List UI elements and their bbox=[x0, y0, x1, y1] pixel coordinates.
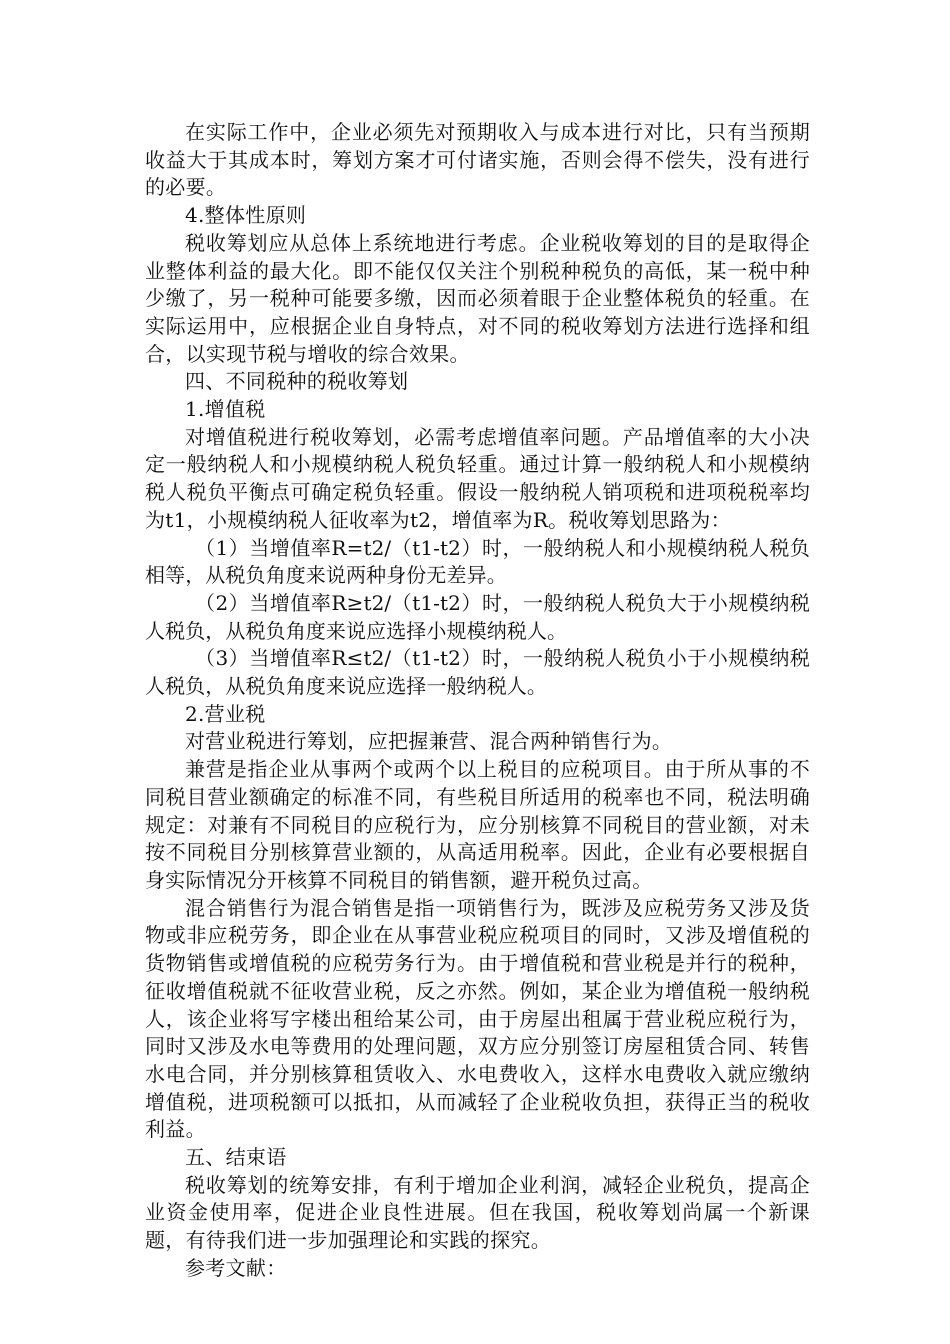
subheading-business-tax: 2.营业税 bbox=[185, 701, 266, 726]
paragraph-concurrent-operations: 兼营是指企业从事两个或两个以上税目的应税项目。由于所从事的不同税目营业额确定的标准不同，有些税目所适用的税率也不同，税法明确规定：对兼有不同税目的应税行为，应分别核算不同税目的营业额，对未按不同税目分别核算营业额的，从高适用税率。因此，企业有必要根据自身实际情况分开核算不同税目的销售额，避开税负过高。 bbox=[145, 757, 810, 892]
section-heading-5: 五、结束语 bbox=[185, 1145, 287, 1170]
subheading-vat: 1.增值税 bbox=[185, 397, 266, 422]
list-item-vat-2: （2）当增值率R≥t2/（t1-t2）时，一般纳税人税负大于小规模纳税人税负，从税负角度来说应选择小规模纳税人。 bbox=[145, 590, 810, 643]
heading-principle-4: 4.整体性原则 bbox=[185, 203, 307, 228]
paragraph-mixed-sales: 混合销售行为混合销售是指一项销售行为，既涉及应税劳务又涉及货物或非应税劳务，即企业在从事营业税应税项目的同时，又涉及增值税的货物销售或增值税的应税劳务行为。由于增值税和营业税是并行的税种，征收增值税就不征收营业税，反之亦然。例如，某企业为增值税一般纳税人，该企业将写字楼出租给某公司，由于房屋出租属于营业税应税行为，同时又涉及水电等费用的处理问题，双方应分别签订房屋租赁合同、转售水电合同，并分别核算租赁收入、水电费收入，这样水电费收入就应缴纳增值税，进项税额可以抵扣，从而减轻了企业税收负担，获得正当的税收利益。 bbox=[145, 895, 810, 1142]
list-item-vat-3: （3）当增值率R≤t2/（t1-t2）时，一般纳税人税负小于小规模纳税人税负，从税负角度来说应选择一般纳税人。 bbox=[145, 646, 810, 699]
document-body bbox=[145, 119, 810, 1283]
paragraph-vat-intro: 对增值税进行税收筹划，必需考虑增值率问题。产品增值率的大小决定一般纳税人和小规模纳税人税负轻重。通过计算一般纳税人和小规模纳税人税负平衡点可确定税负轻重。假设一般纳税人销项税和进项税税率均为t1，小规模纳税人征收率为t2，增值率为R。税收筹划思路为： bbox=[145, 424, 810, 532]
references-heading: 参考文献： bbox=[185, 1255, 287, 1280]
list-item-vat-1: （1）当增值率R=t2/（t1-t2）时，一般纳税人和小规模纳税人税负相等，从税负角度来说两种身份无差异。 bbox=[145, 535, 810, 588]
paragraph-conclusion: 税收筹划的统筹安排，有利于增加企业利润，减轻企业税负，提高企业资金使用率，促进企业良性进展。但在我国，税收筹划尚属一个新课题，有待我们进一步加强理论和实践的探究。 bbox=[145, 1172, 810, 1253]
paragraph-cost-benefit: 在实际工作中，企业必须先对预期收入与成本进行对比，只有当预期收益大于其成本时，筹划方案才可付诸实施，否则会得不偿失，没有进行的必要。 bbox=[145, 120, 810, 200]
paragraph-business-tax-intro: 对营业税进行筹划，应把握兼营、混合两种销售行为。 bbox=[185, 729, 673, 754]
section-heading-4: 四、不同税种的税收筹划 bbox=[185, 369, 409, 394]
paragraph-holistic-principle: 税收筹划应从总体上系统地进行考虑。企业税收筹划的目的是取得企业整体利益的最大化。即不能仅仅关注个别税种税负的高低，某一税中种少缴了，另一税种可能要多缴，因而必须着眼于企业整体税负的轻重。在实际运用中，应根据企业自身特点，对不同的税收筹划方法进行选择和组合，以实现节税与增收的综合效果。 bbox=[145, 230, 810, 366]
